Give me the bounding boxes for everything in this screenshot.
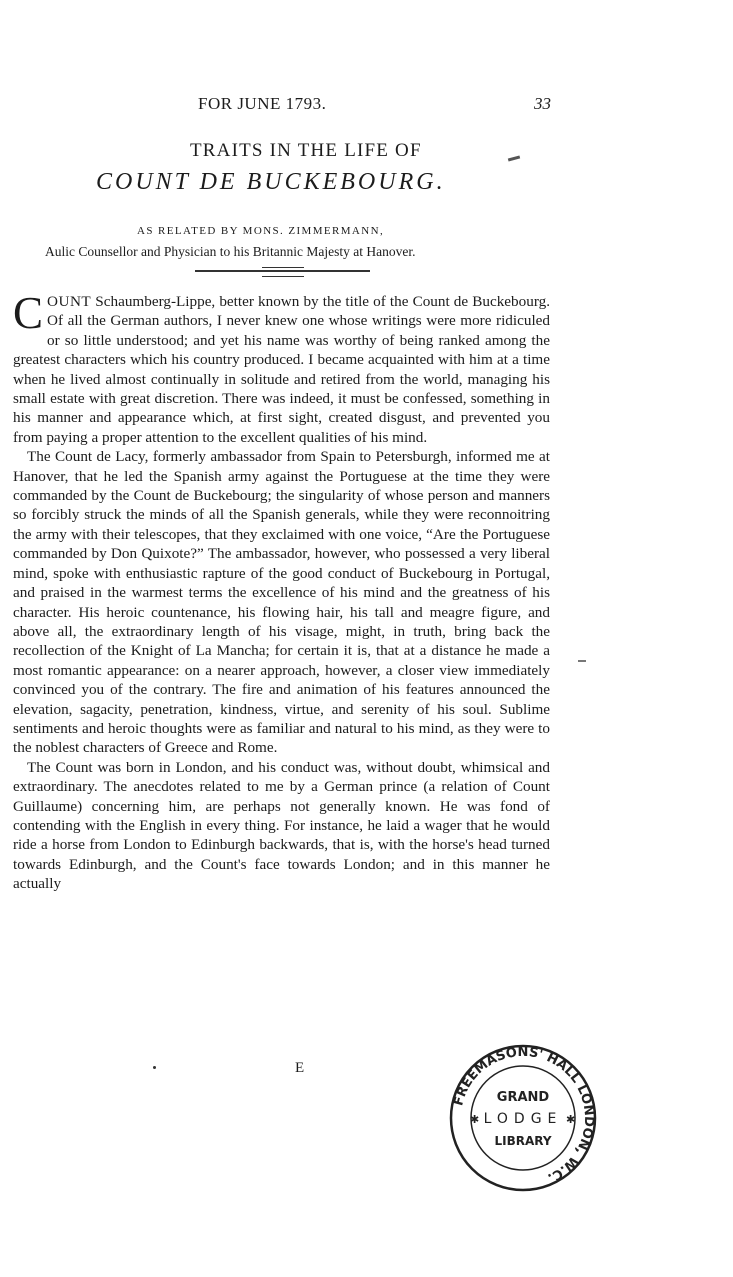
running-title: FOR JUNE 1793. — [198, 94, 327, 113]
ornamental-rule-center — [262, 267, 304, 277]
related-byline: AS RELATED BY MONS. ZIMMERMANN, — [137, 225, 385, 237]
article-body — [13, 288, 550, 894]
library-stamp — [448, 1043, 598, 1193]
stamp-line3: LIBRARY — [494, 1134, 552, 1148]
article-title-line1-text: TRAITS IN THE LIFE OF — [190, 140, 422, 161]
stamp-line2: LODGE — [483, 1111, 563, 1127]
first-word: OUNT — [47, 293, 92, 310]
paragraph-1-text: Schaumberg-Lippe, better known by the title of the Count de Buckebourg. Of all the German authors, I never knew one whose writings were more ridiculed or so little understood; and yet his name was worthy of being ranked among the greatest characters which his country produced. I became acquainted with him at a time when he lived almost continually in solitude and retired from the world, managing his small estate with great discretion. There was indeed, it must be confessed, something in his manner and appearance which, at first sight, created disgust, and prevented you from paying a proper attention to the excellent qualities of his mind. — [13, 293, 550, 446]
stamp-star-right: ✱ — [566, 1113, 576, 1126]
author-subtitle: Aulic Counsellor and Physician to his Britannic Majesty at Hanover. — [45, 244, 416, 259]
running-head — [0, 94, 733, 118]
article-title-line2: COUNT DE BUCKEBOURG. — [96, 169, 446, 195]
ink-mark-margin — [578, 660, 586, 662]
paragraph-3: The Count was born in London, and his conduct was, without doubt, whimsical and extraordinary. The anecdotes related to me by a German prince (a relation of Count Guillaume) concerning him, are perhaps not generally known. He was fond of contending with the English in every thing. For instance, he laid a wager that he would ride a horse from London to Edinburgh backwards, that is, with the horse's head turned towards Edinburgh, and the Count's face towards London; and in this manner he actually — [13, 758, 550, 893]
ink-dot — [153, 1066, 156, 1069]
paragraph-2: The Count de Lacy, formerly ambassador from Spain to Petersburgh, informed me at Hanover, that he led the Spanish army against the Portuguese at the time they were commanded by the Count de Buckebourg; the singularity of whose person and manners so forcibly struck the minds of all the Spanish generals, while they were reconnoitring the army with their telescopes, that they exclaimed with one voice, “Are the Portuguese commanded by Don Quixote?” The ambassador, however, who possessed a very liberal mind, spoke with enthusiastic rapture of the good conduct of Buckebourg in Portugal, and praised in the warmest terms the excellence of his mind and the greatness of his character. His heroic countenance, his flowing hair, his tall and meagre figure, and above all, the extraordinary length of his visage, might, in truth, bring back the recollection of the Knight of La Mancha; for certain it is, that at a distance he made a most romantic appearance: on a nearer approach, however, a closer view immediately convinced you of the contrary. The fire and animation of his features announced the elevation, sagacity, penetration, kindness, virtue, and serenity of his soul. Sublime sentiments and heroic thoughts were as familiar and natural to his mind, as they were to the noblest characters of Greece and Rome. — [13, 448, 550, 757]
stamp-line1: GRAND — [496, 1090, 550, 1105]
signature-mark: E — [295, 1060, 305, 1076]
article-title-line1 — [0, 140, 550, 162]
page-number: 33 — [534, 94, 551, 113]
stamp-outer-text: FREEMASONS' HALL LONDON, W.C. — [451, 1044, 597, 1186]
stamp-star-left: ✱ — [470, 1113, 480, 1126]
drop-cap: C — [13, 288, 44, 338]
paragraph-1 — [13, 288, 550, 447]
